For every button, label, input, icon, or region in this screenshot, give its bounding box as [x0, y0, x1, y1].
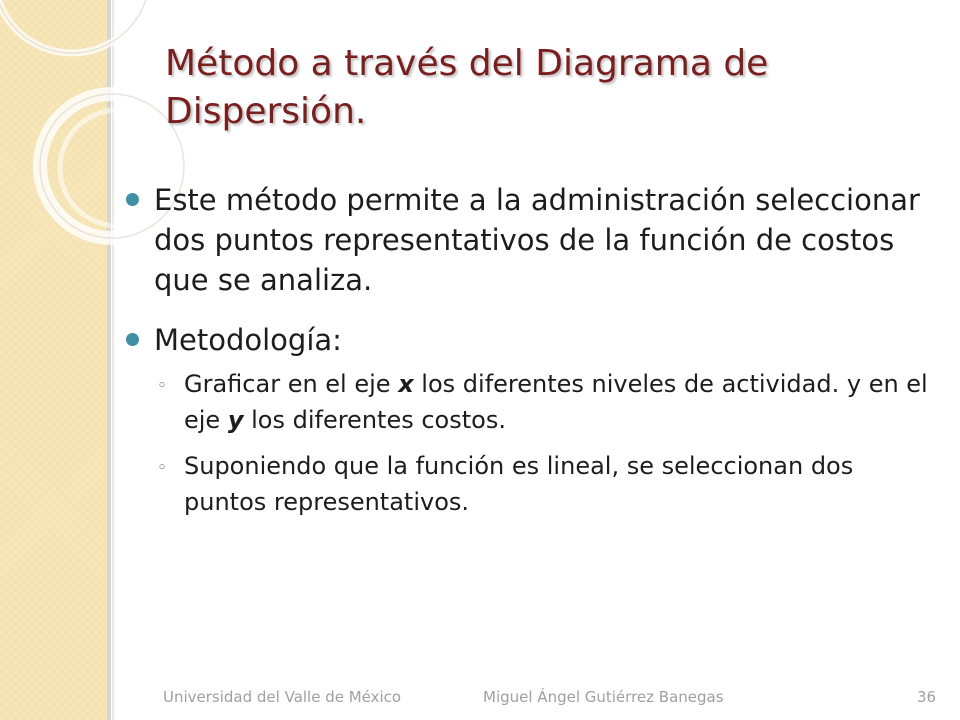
bullet-text: Metodología:: [154, 323, 342, 357]
slide-title: Método a través del Diagrama de Dispersión.: [165, 43, 769, 132]
bullet-dot-icon: [126, 333, 139, 346]
sub-bullet-text-part: Graficar en el eje: [184, 370, 399, 398]
deco-ring-top: [0, 0, 150, 53]
bullet-item: [120, 320, 930, 360]
bullet-item: [120, 180, 930, 300]
y-axis-emphasis: y: [227, 406, 244, 434]
sub-bullet-item: [120, 366, 930, 438]
footer-author: Miguel Ángel Gutiérrez Banegas: [483, 688, 724, 706]
sub-bullet-text-part: los diferentes niveles de actividad. y en el eje: [184, 370, 928, 434]
bullet-dot-icon: [126, 193, 139, 206]
sub-bullet-text: [184, 370, 928, 434]
sub-bullet-text: Suponiendo que la función es lineal, se seleccionan dos puntos representativos.: [184, 452, 854, 516]
sub-bullet-ring-icon: ◦: [157, 376, 168, 396]
slide-body: [120, 180, 930, 530]
sub-bullet-text-part: los diferentes costos.: [243, 406, 506, 434]
x-axis-emphasis: x: [398, 370, 414, 398]
sub-bullet-ring-icon: ◦: [157, 458, 168, 478]
footer-page-number: 36: [917, 688, 937, 706]
footer-institution: Universidad del Valle de México: [163, 688, 402, 706]
bullet-text: Este método permite a la administración seleccionar dos puntos representativos de la función de costos que se analiza.: [154, 183, 920, 297]
sub-bullet-item: [120, 448, 930, 520]
